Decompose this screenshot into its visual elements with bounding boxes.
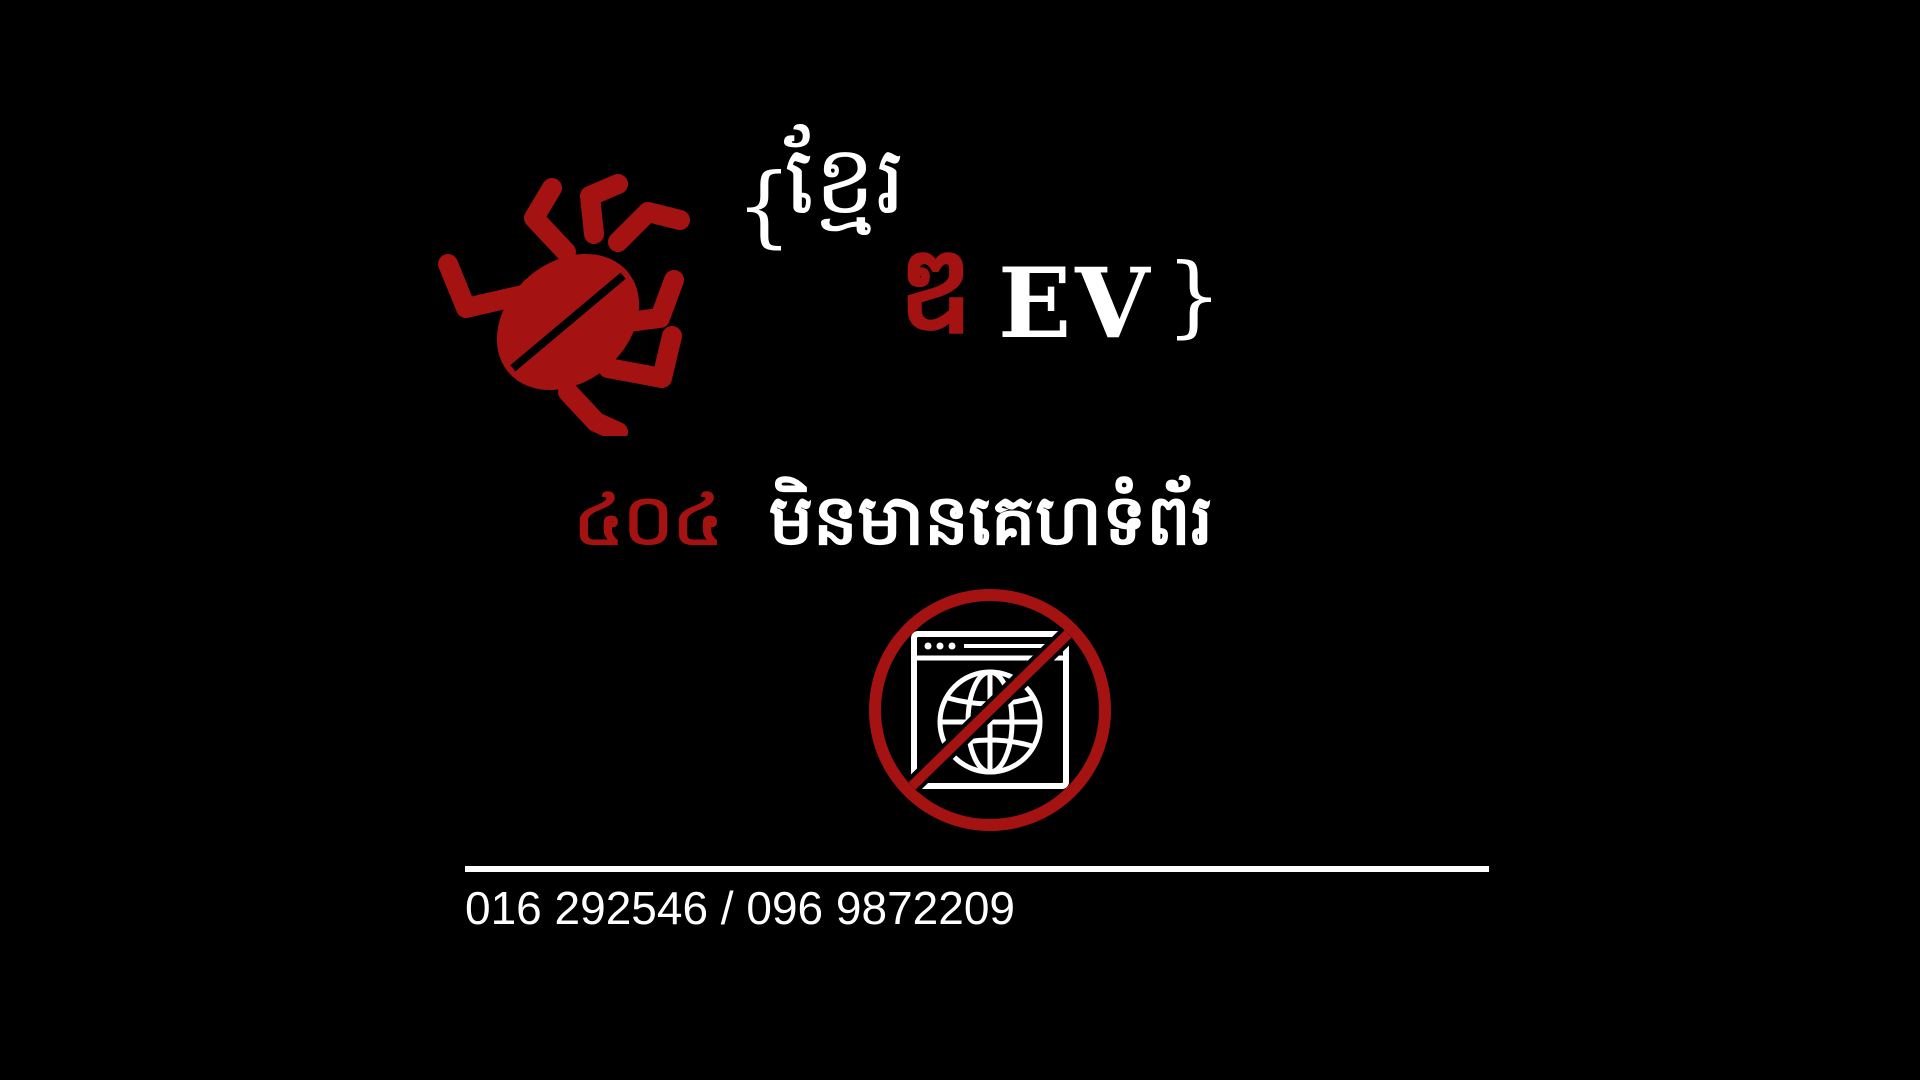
brand-khmer-word: ខ្មែរ — [784, 124, 906, 236]
bug-icon — [438, 172, 700, 436]
brand-latin-text: EV — [998, 247, 1154, 360]
brand-brace-close: } — [1166, 244, 1222, 347]
contact-phone-numbers: 016 292546 / 096 9872209 — [465, 882, 1015, 934]
brand-khmer-letter: ឌ — [898, 219, 973, 357]
footer-divider — [465, 866, 1489, 872]
error-headline — [574, 470, 1374, 570]
error-code: ៤០៤ — [574, 479, 723, 561]
error-message: មិនមានគេហទំព័រ — [768, 479, 1214, 561]
brand-brace-open: { — [736, 154, 792, 257]
no-website-icon — [868, 588, 1112, 832]
